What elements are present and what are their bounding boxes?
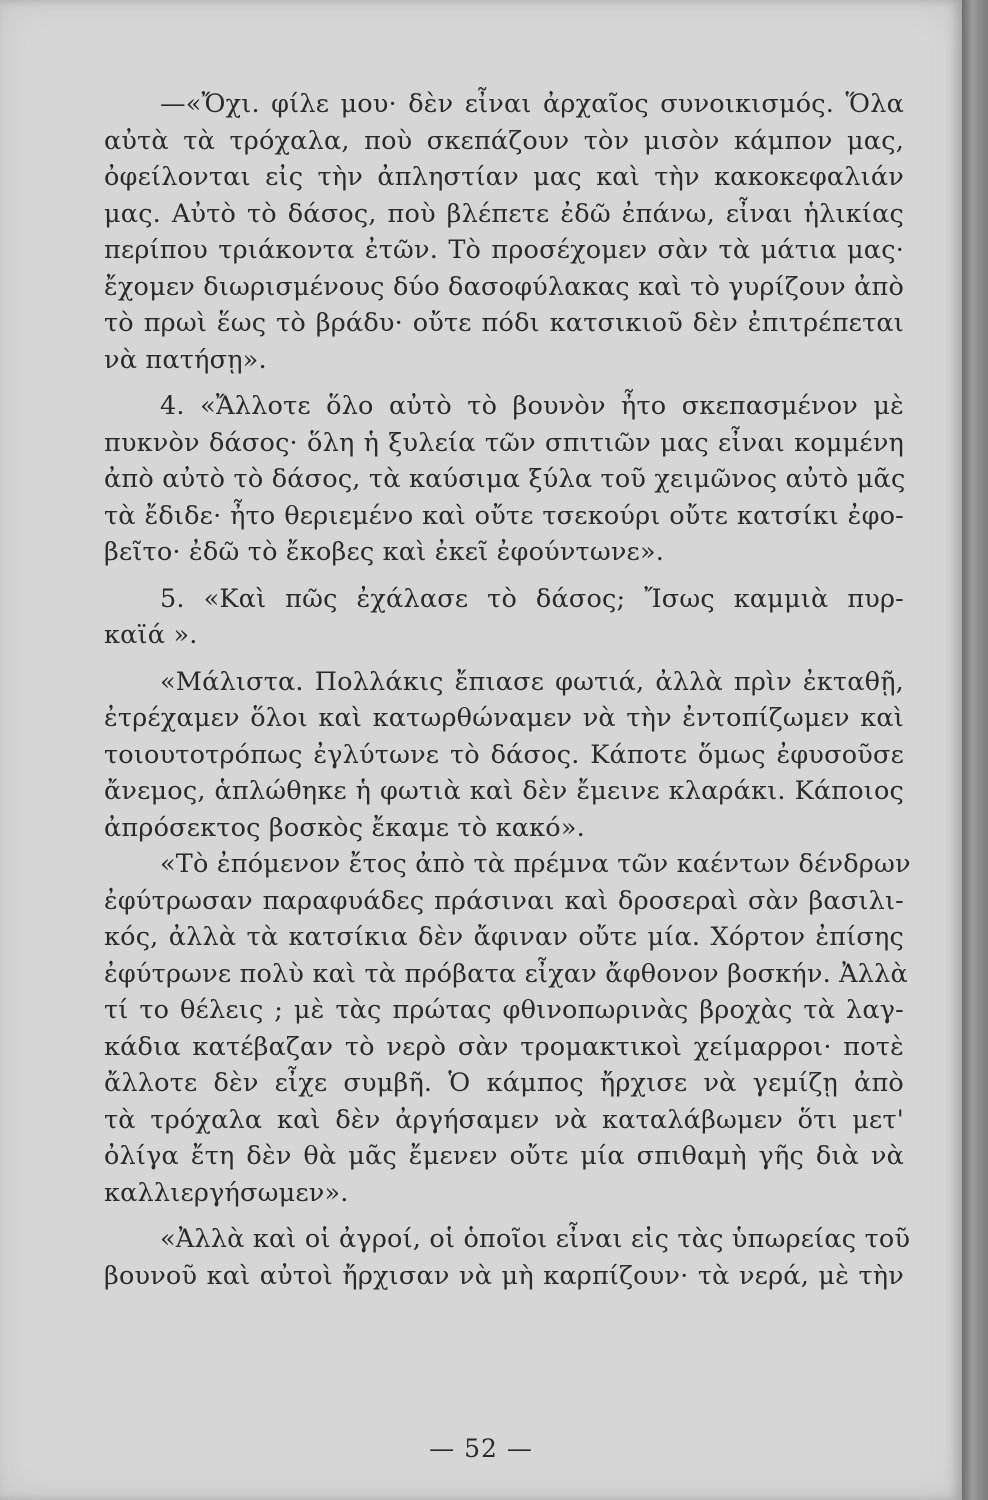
- text-line: ἀπρόσεκτος βοσκὸς ἔκαμε τὸ κακό».: [104, 812, 585, 843]
- text-line: ἄνεμος, ἁπλώθηκε ἡ φωτιὰ καὶ δὲν ἔμεινε κλαράκι. Κάποιος: [104, 776, 904, 806]
- paragraph: [104, 388, 904, 571]
- page-number: — 52 —: [429, 1434, 533, 1463]
- text-line: τὰ τρόχαλα καὶ δὲν ἀργήσαμεν νὰ καταλάβωμεν ὅτι μετ': [104, 1104, 904, 1135]
- text-line: μας. Αὐτὸ τὸ δάσος, ποὺ βλέπετε ἐδῶ ἐπάνω, εἶναι ἡλικίας: [104, 198, 904, 229]
- text-line: περίπου τριάκοντα ἐτῶν. Τὸ προσέχομεν σὰν τὰ μάτια μας·: [104, 235, 904, 265]
- text-line: ἐτρέχαμεν ὅλοι καὶ κατωρθώναμεν νὰ τὴν ἐντοπίζωμεν καὶ: [104, 703, 904, 733]
- text-line: 5. «Καὶ πῶς ἐχάλασε τὸ δάσος; Ἴσως καμμιὰ πυρ-: [160, 583, 904, 614]
- text-line: ἔχομεν διωρισμένους δύο δασοφύλακας καὶ τὸ γυρίζουν ἀπὸ: [104, 271, 905, 302]
- text-line: πυκνὸν δάσος· ὅλη ἡ ξυλεία τῶν σπιτιῶν μας εἶναι κομμένη: [104, 427, 904, 458]
- paragraph: [104, 581, 904, 654]
- text-line: αὐτὰ τὰ τρόχαλα, ποὺ σκεπάζουν τὸν μισὸν κάμπον μας,: [104, 125, 904, 156]
- text-line: 4. «Ἄλλοτε ὅλο αὐτὸ τὸ βουνὸν ἦτο σκεπασμένον μὲ: [160, 391, 904, 421]
- page-edge: [962, 0, 988, 1500]
- text-line: τὰ ἔδιδε· ἦτο θεριεμένο καὶ οὔτε τσεκούρι οὔτε κατσίκι ἐφο-: [104, 500, 904, 531]
- text-line: κάδια κατέβαζαν τὸ νερὸ σὰν τρομακτικοὶ χείμαρροι· ποτὲ: [104, 1031, 904, 1062]
- text-line: ἀπὸ αὐτὸ τὸ δάσος, τὰ καύσιμα ξύλα τοῦ χειμῶνος αὐτὸ μᾶς: [104, 464, 906, 494]
- text-line: ἐφύτρωνε πολὺ καὶ τὰ πρόβατα εἶχαν ἄφθονον βοσκήν. Ἀλλὰ: [104, 958, 908, 989]
- text-line: ἐφύτρωσαν παραφυάδες πράσιναι καὶ δροσεραὶ σὰν βασιλι-: [104, 885, 904, 916]
- paragraph: [104, 846, 911, 1211]
- text-line: ὀφείλονται εἰς τὴν ἀπληστίαν μας καὶ τὴν κακοκεφαλιάν: [104, 162, 904, 192]
- text-line: βεῖτο· ἐδῶ τὸ ἔκοβες καὶ ἐκεῖ ἐφούντωνε».: [104, 537, 665, 567]
- text-line: «Μάλιστα. Πολλάκις ἔπιασε φωτιά, ἀλλὰ πρὶν ἐκταθῇ,: [160, 666, 904, 697]
- text-line: «Ἀλλὰ καὶ οἱ ἀγροί, οἱ ὁποῖοι εἶναι εἰς τὰς ὑπωρείας τοῦ: [160, 1224, 911, 1254]
- text-line: καϊά ».: [104, 620, 198, 650]
- text-line: κός, ἀλλὰ τὰ κατσίκια δὲν ἄφιναν οὔτε μία. Χόρτον ἐπίσης: [104, 922, 904, 952]
- text-line: —«Ὄχι. φίλε μου· δὲν εἶναι ἀρχαῖος συνοικισμός. Ὅλα: [160, 89, 904, 119]
- text-line: ἄλλοτε δὲν εἶχε συμβῆ. Ὁ κάμπος ἤρχισε νὰ γεμίζῃ ἀπὸ: [104, 1068, 904, 1098]
- text-line: καλλιεργήσωμεν».: [104, 1177, 349, 1208]
- text-line: τοιουτοτρόπως ἐγλύτωνε τὸ δάσος. Κάποτε ὅμως ἐφυσοῦσε: [104, 739, 904, 770]
- text-line: βουνοῦ καὶ αὐτοὶ ἤρχισαν νὰ μὴ καρπίζουν· τὰ νερά, μὲ τὴν: [104, 1260, 904, 1291]
- text-line: τὸ πρωὶ ἕως τὸ βράδυ· οὔτε πόδι κατσικιοῦ δὲν ἐπιτρέπεται: [104, 308, 904, 338]
- text-line: νὰ πατήσῃ».: [104, 344, 267, 375]
- text-line: ὀλίγα ἔτη δὲν θὰ μᾶς ἔμενεν οὔτε μία σπιθαμὴ γῆς διὰ νὰ: [104, 1141, 904, 1171]
- paragraph: [104, 86, 904, 378]
- text-line: τί το θέλεις ; μὲ τὰς πρώτας φθινοπωρινὰς βροχὰς τὰ λαγ-: [104, 995, 904, 1025]
- paragraph: [104, 1221, 911, 1294]
- text-line: «Τὸ ἐπόμενον ἔτος ἀπὸ τὰ πρέμνα τῶν καέντων δένδρων: [160, 849, 911, 879]
- paragraph: [104, 664, 904, 847]
- body-text: [104, 86, 911, 1294]
